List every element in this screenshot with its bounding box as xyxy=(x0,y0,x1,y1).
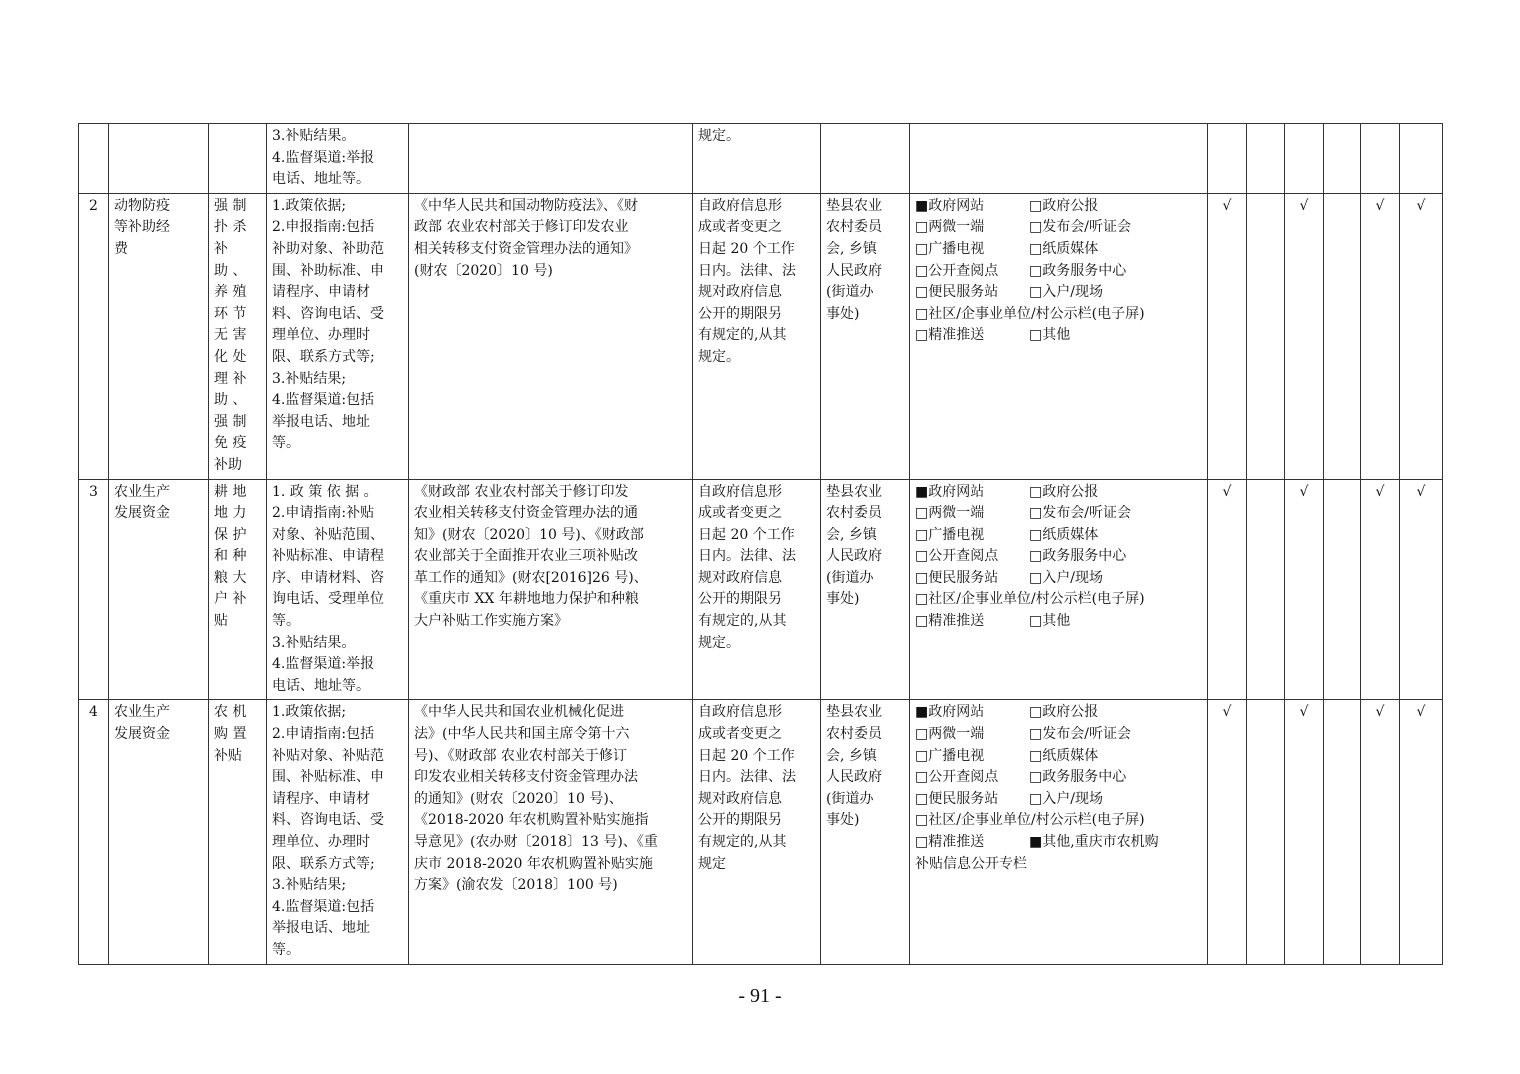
channel-option: □公开查阅点 xyxy=(915,262,999,279)
cell-item xyxy=(209,479,267,700)
item-line: 免 疫 xyxy=(214,435,247,452)
channel-line xyxy=(915,854,1202,876)
basis-line: 《重庆市 XX 年耕地地力保护和种粮 xyxy=(414,591,639,608)
content-line: 3.补贴结果; xyxy=(272,370,347,387)
item-line: 贴 xyxy=(214,613,228,630)
check-cell: √ xyxy=(1285,193,1324,479)
item-line: 农 机 xyxy=(214,704,247,721)
channel-option: □纸质媒体 xyxy=(1029,526,1099,543)
cell-content xyxy=(267,479,409,700)
time-line: 成或者变更之 xyxy=(698,726,782,743)
basis-line: 《2018-2020 年农机购置补贴实施指 xyxy=(414,812,649,829)
basis-line: 《财政部 农业农村部关于修订印发 xyxy=(414,483,629,500)
row-number: 3 xyxy=(79,479,109,700)
content-line: 询电话、受理单位 xyxy=(272,591,384,608)
cell-content xyxy=(267,124,409,194)
channel-line xyxy=(915,589,1202,611)
item-line: 补助 xyxy=(214,456,242,473)
item-line: 理 补 xyxy=(214,370,247,387)
table-row xyxy=(79,479,1443,700)
channel-line xyxy=(915,196,1202,218)
channel-line xyxy=(915,325,1202,347)
cell-channels xyxy=(910,193,1208,479)
page-number: - 91 - xyxy=(738,985,782,1007)
channel-option: □公开查阅点 xyxy=(915,548,999,565)
channel-line xyxy=(915,832,1202,854)
cell-dept xyxy=(821,193,910,479)
basis-line: 农业相关转移支付资金管理办法的通 xyxy=(414,505,638,522)
category-line: 等补助经 xyxy=(114,219,170,236)
basis-line: 方案》(渝农发〔2018〕100 号) xyxy=(414,877,618,894)
check-cell xyxy=(1361,124,1400,194)
item-line: 补贴 xyxy=(214,747,242,764)
channel-option: □其他 xyxy=(1029,327,1071,344)
channel-line xyxy=(915,568,1202,590)
content-line: 等。 xyxy=(272,941,300,958)
channel-option: □公开查阅点 xyxy=(915,769,999,786)
cell-time xyxy=(693,124,821,194)
content-line: 补助对象、补助范 xyxy=(272,240,384,257)
time-line: 自政府信息形 xyxy=(698,197,782,214)
check-cell: √ xyxy=(1361,193,1400,479)
basis-line: 法》(中华人民共和国主席令第十六 xyxy=(414,726,630,743)
item-line: 助 、 xyxy=(214,392,247,409)
cell-category xyxy=(109,479,209,700)
content-line: 限、联系方式等; xyxy=(272,348,375,365)
table-row xyxy=(79,193,1443,479)
channel-line xyxy=(915,702,1202,724)
cell-item xyxy=(209,193,267,479)
channel-option: □政府公报 xyxy=(1029,197,1099,214)
cell-basis xyxy=(409,700,693,964)
basis-line: 知》(财农〔2020〕10 号)、《财政部 xyxy=(414,526,644,543)
item-line: 地 力 xyxy=(214,505,247,522)
content-line: 请程序、申请材 xyxy=(272,284,370,301)
basis-line: 政部 农业农村部关于修订印发农业 xyxy=(414,219,629,236)
time-line: 自政府信息形 xyxy=(698,704,782,721)
dept-line: 垫县农业 xyxy=(826,197,882,214)
content-line: 举报电话、地址 xyxy=(272,920,370,937)
channel-line xyxy=(915,282,1202,304)
time-line: 公开的期限另 xyxy=(698,305,782,322)
dept-line: 事处) xyxy=(826,812,860,829)
time-line: 公开的期限另 xyxy=(698,591,782,608)
cell-time xyxy=(693,193,821,479)
cell-dept xyxy=(821,124,910,194)
channel-line xyxy=(915,789,1202,811)
channel-option: □社区/企事业单位/村公示栏(电子屏) xyxy=(915,591,1145,608)
check-cell: √ xyxy=(1208,479,1247,700)
dept-line: 会, 乡镇 xyxy=(826,240,877,257)
check-cell xyxy=(1324,479,1361,700)
cell-basis xyxy=(409,193,693,479)
content-line: 围、补贴标准、申 xyxy=(272,769,384,786)
channel-option: □其他 xyxy=(1029,613,1071,630)
check-cell xyxy=(1247,479,1285,700)
item-line: 养 殖 xyxy=(214,284,247,301)
content-line: 请程序、申请材 xyxy=(272,790,370,807)
content-line: 2.申请指南:包括 xyxy=(272,726,375,743)
channel-line xyxy=(915,525,1202,547)
content-line: 4.监督渠道:举报 xyxy=(272,656,375,673)
item-line: 化 处 xyxy=(214,348,247,365)
check-cell: √ xyxy=(1400,193,1443,479)
content-line: 4.监督渠道:包括 xyxy=(272,898,375,915)
channel-option: □精准推送 xyxy=(915,327,985,344)
channel-option: □两微一端 xyxy=(915,219,985,236)
channel-option: □发布会/听证会 xyxy=(1029,726,1131,743)
content-line: 2.申请指南:补贴 xyxy=(272,505,375,522)
channel-option: □纸质媒体 xyxy=(1029,747,1099,764)
cell-dept xyxy=(821,700,910,964)
check-cell: √ xyxy=(1285,700,1324,964)
content-line: 1.政策依据; xyxy=(272,197,347,214)
dept-line: 人民政府 xyxy=(826,548,882,565)
check-cell xyxy=(1400,124,1443,194)
check-cell: √ xyxy=(1285,479,1324,700)
time-line: 规定。 xyxy=(698,128,740,144)
channel-option: □便民服务站 xyxy=(915,790,999,807)
channel-option: ■其他,重庆市农机购 xyxy=(1029,834,1159,850)
cell-content xyxy=(267,193,409,479)
check-cell xyxy=(1285,124,1324,194)
channel-option: □政府公报 xyxy=(1029,483,1099,500)
content-line: 补贴对象、补贴范 xyxy=(272,747,384,764)
channel-option: □入户/现场 xyxy=(1029,284,1103,301)
time-line: 日内。法律、法 xyxy=(698,262,796,279)
content-line: 料、咨询电话、受 xyxy=(272,812,384,829)
dept-line: 垫县农业 xyxy=(826,704,882,721)
cell-channels xyxy=(910,479,1208,700)
channel-line xyxy=(915,724,1202,746)
channel-option: ■政府网站 xyxy=(915,704,985,721)
category-line: 发展资金 xyxy=(114,726,170,743)
time-line: 日内。法律、法 xyxy=(698,769,796,786)
basis-line: 庆市 2018-2020 年农机购置补贴实施 xyxy=(414,855,653,872)
channel-line xyxy=(915,482,1202,504)
channel-option: □政府公报 xyxy=(1029,704,1099,721)
content-line: 限、联系方式等; xyxy=(272,855,375,872)
content-line: 3.补贴结果; xyxy=(272,877,347,894)
time-line: 有规定的,从其 xyxy=(698,834,787,850)
check-cell: √ xyxy=(1361,479,1400,700)
category-line: 农业生产 xyxy=(114,704,170,721)
cell-item xyxy=(209,124,267,194)
dept-line: 事处) xyxy=(826,305,860,322)
time-line: 有规定的,从其 xyxy=(698,327,787,344)
time-line: 自政府信息形 xyxy=(698,483,782,500)
cell-time xyxy=(693,700,821,964)
item-line: 保 护 xyxy=(214,526,247,543)
cell-basis xyxy=(409,124,693,194)
channel-line xyxy=(915,239,1202,261)
time-line: 日起 20 个工作 xyxy=(698,526,795,543)
time-line: 成或者变更之 xyxy=(698,219,782,236)
channel-option: □政务服务中心 xyxy=(1029,769,1127,786)
channel-line xyxy=(915,810,1202,832)
check-cell xyxy=(1208,124,1247,194)
check-cell: √ xyxy=(1208,700,1247,964)
content-line: 3.补贴结果。 xyxy=(272,634,356,651)
check-cell: √ xyxy=(1400,700,1443,964)
channel-option: □精准推送 xyxy=(915,834,985,850)
item-line: 粮 大 xyxy=(214,569,247,586)
check-cell xyxy=(1324,193,1361,479)
content-line: 序、申请材料、咨 xyxy=(272,569,384,586)
item-line: 补 xyxy=(214,240,228,257)
category-line: 动物防疫 xyxy=(114,197,170,214)
content-line: 4.监督渠道:举报 xyxy=(272,149,375,166)
basis-line: 导意见》(农办财〔2018〕13 号)、《重 xyxy=(414,834,658,850)
basis-line: 农业部关于全面推开农业三项补贴改 xyxy=(414,548,638,565)
item-line: 购 置 xyxy=(214,726,247,743)
cell-channels xyxy=(910,700,1208,964)
content-line: 4.监督渠道:包括 xyxy=(272,392,375,409)
channel-option: □社区/企事业单位/村公示栏(电子屏) xyxy=(915,305,1145,322)
channel-option: ■政府网站 xyxy=(915,197,985,214)
basis-line: 的通知》(财农〔2020〕10 号)、 xyxy=(414,790,623,807)
channel-line xyxy=(915,217,1202,239)
check-cell: √ xyxy=(1400,479,1443,700)
content-line: 3.补贴结果。 xyxy=(272,128,356,144)
channel-option: □纸质媒体 xyxy=(1029,240,1099,257)
content-line: 料、咨询电话、受 xyxy=(272,305,384,322)
dept-line: 垫县农业 xyxy=(826,483,882,500)
channel-option: □政务服务中心 xyxy=(1029,548,1127,565)
content-line: 理单位、办理时 xyxy=(272,327,370,344)
dept-line: 事处) xyxy=(826,591,860,608)
channel-option: □精准推送 xyxy=(915,613,985,630)
row-number: 4 xyxy=(79,700,109,964)
channel-option: □发布会/听证会 xyxy=(1029,219,1131,236)
dept-line: 农村委员 xyxy=(826,726,882,743)
cell-category xyxy=(109,124,209,194)
time-line: 规定 xyxy=(698,855,726,872)
channel-line xyxy=(915,261,1202,283)
row-number xyxy=(79,124,109,194)
basis-line: (财农〔2020〕10 号) xyxy=(414,262,553,279)
content-line: 电话、地址等。 xyxy=(272,171,370,188)
cell-content xyxy=(267,700,409,964)
check-cell xyxy=(1247,124,1285,194)
time-line: 规对政府信息 xyxy=(698,790,782,807)
check-cell: √ xyxy=(1361,700,1400,964)
item-line: 耕 地 xyxy=(214,483,247,500)
check-cell xyxy=(1247,193,1285,479)
disclosure-table xyxy=(78,123,1443,965)
channel-option: □便民服务站 xyxy=(915,284,999,301)
time-line: 日起 20 个工作 xyxy=(698,240,795,257)
time-line: 日内。法律、法 xyxy=(698,548,796,565)
time-line: 规定。 xyxy=(698,634,740,651)
content-line: 等。 xyxy=(272,613,300,630)
item-line: 强 制 xyxy=(214,197,247,214)
check-cell: √ xyxy=(1208,193,1247,479)
dept-line: (街道办 xyxy=(826,790,874,807)
item-line: 助 、 xyxy=(214,262,247,279)
table-row xyxy=(79,700,1443,964)
dept-line: 农村委员 xyxy=(826,219,882,236)
content-line: 围、补助标准、申 xyxy=(272,262,384,279)
basis-line: 《中华人民共和国农业机械化促进 xyxy=(414,704,624,721)
channel-option: □入户/现场 xyxy=(1029,569,1103,586)
cell-dept xyxy=(821,479,910,700)
content-line: 补贴标准、申请程 xyxy=(272,548,384,565)
channel-option: □广播电视 xyxy=(915,747,985,764)
item-line: 和 种 xyxy=(214,548,247,565)
content-line: 2.申报指南:包括 xyxy=(272,219,375,236)
category-line: 发展资金 xyxy=(114,505,170,522)
basis-line: 革工作的通知》(财农[2016]26 号)、 xyxy=(414,569,648,586)
channel-line xyxy=(915,767,1202,789)
time-line: 规定。 xyxy=(698,348,740,365)
content-line: 电话、地址等。 xyxy=(272,677,370,694)
channel-option: □社区/企事业单位/村公示栏(电子屏) xyxy=(915,812,1145,829)
basis-line: 印发农业相关转移支付资金管理办法 xyxy=(414,769,638,786)
cell-basis xyxy=(409,479,693,700)
content-line: 1. 政 策 依 据 。 xyxy=(272,483,378,500)
channel-line xyxy=(915,746,1202,768)
row-number: 2 xyxy=(79,193,109,479)
content-line: 等。 xyxy=(272,435,300,452)
category-line: 农业生产 xyxy=(114,483,170,500)
channel-option: 补贴信息公开专栏 xyxy=(915,855,1027,872)
basis-line: 号)、《财政部 农业农村部关于修订 xyxy=(414,747,627,764)
check-cell xyxy=(1324,700,1361,964)
channel-line xyxy=(915,611,1202,633)
dept-line: (街道办 xyxy=(826,569,874,586)
table-row xyxy=(79,124,1443,194)
item-line: 环 节 xyxy=(214,305,247,322)
dept-line: 农村委员 xyxy=(826,505,882,522)
category-line: 费 xyxy=(114,240,128,257)
channel-option: □广播电视 xyxy=(915,240,985,257)
cell-time xyxy=(693,479,821,700)
channel-line xyxy=(915,546,1202,568)
dept-line: 会, 乡镇 xyxy=(826,526,877,543)
basis-line: 大户补贴工作实施方案》 xyxy=(414,613,568,630)
cell-category xyxy=(109,193,209,479)
content-line: 举报电话、地址 xyxy=(272,413,370,430)
channel-option: □广播电视 xyxy=(915,526,985,543)
time-line: 规对政府信息 xyxy=(698,284,782,301)
channel-line xyxy=(915,304,1202,326)
channel-option: □入户/现场 xyxy=(1029,790,1103,807)
channel-option: □政务服务中心 xyxy=(1029,262,1127,279)
time-line: 日起 20 个工作 xyxy=(698,747,795,764)
time-line: 有规定的,从其 xyxy=(698,613,787,630)
cell-channels xyxy=(910,124,1208,194)
basis-line: 《中华人民共和国动物防疫法》、《财 xyxy=(414,197,638,214)
dept-line: 会, 乡镇 xyxy=(826,747,877,764)
check-cell xyxy=(1324,124,1361,194)
basis-line: 相关转移支付资金管理办法的通知》 xyxy=(414,240,638,257)
channel-option: □发布会/听证会 xyxy=(1029,505,1131,522)
check-cell xyxy=(1247,700,1285,964)
time-line: 公开的期限另 xyxy=(698,812,782,829)
dept-line: (街道办 xyxy=(826,284,874,301)
cell-item xyxy=(209,700,267,964)
channel-option: □便民服务站 xyxy=(915,569,999,586)
item-line: 无 害 xyxy=(214,327,247,344)
channel-option: ■政府网站 xyxy=(915,483,985,500)
item-line: 户 补 xyxy=(214,591,247,608)
time-line: 规对政府信息 xyxy=(698,569,782,586)
channel-line xyxy=(915,503,1202,525)
dept-line: 人民政府 xyxy=(826,769,882,786)
dept-line: 人民政府 xyxy=(826,262,882,279)
time-line: 成或者变更之 xyxy=(698,505,782,522)
content-line: 理单位、办理时 xyxy=(272,834,370,850)
channel-option: □两微一端 xyxy=(915,726,985,743)
content-line: 对象、补贴范围、 xyxy=(272,526,384,543)
cell-category xyxy=(109,700,209,964)
item-line: 扑 杀 xyxy=(214,219,247,236)
item-line: 强 制 xyxy=(214,413,247,430)
channel-option: □两微一端 xyxy=(915,505,985,522)
content-line: 1.政策依据; xyxy=(272,704,347,721)
